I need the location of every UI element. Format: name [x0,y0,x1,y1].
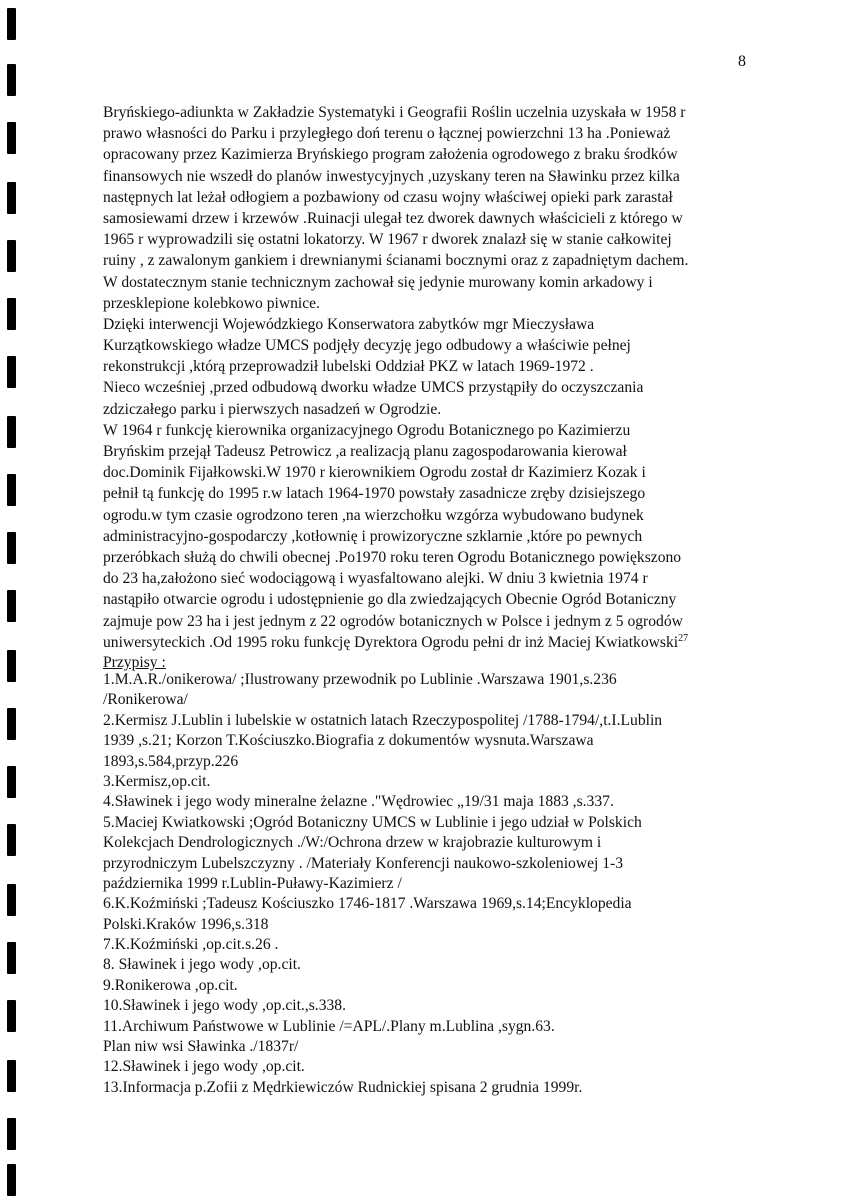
footnote-line: 9.Ronikerowa ,op.cit. [103,976,238,994]
body-line: Nieco wcześniej ,przed odbudową dworku władze UMCS przystąpiły do oczyszczania [103,379,644,397]
body-line: samosiewami drzew i krzewów .Ruinacji ulegał tez dworek dawnych właścicieli z którego w [103,209,683,227]
footnotes-list [103,670,763,1098]
footnote-line: października 1999 r.Lublin-Puławy-Kazimierz / [103,874,402,892]
footnote-line: 1893,s.584,przyp.226 [103,752,239,770]
binding-hole [7,590,16,622]
body-line: prawo własności do Parku i przyległego doń terenu o łącznej powierzchni 13 ha .Ponieważ [103,125,671,143]
body-line: zajmuje pow 23 ha i jest jednym z 22 ogrodów botanicznych w Polsce i jednym z 5 ogrodów [103,612,683,630]
binding-hole [7,64,16,96]
body-line: doc.Dominik Fijałkowski.W 1970 r kierownikiem Ogrodu został dr Kazimierz Kozak i [103,464,646,482]
footnote-line: Polski.Kraków 1996,s.318 [103,915,269,933]
footnotes-heading: Przypisy : [103,654,166,671]
body-text [103,102,763,653]
body-line: rekonstrukcji ,którą przeprowadził lubelski Oddział PKZ w latach 1969-1972 . [103,358,594,376]
body-line: Bryńskiego-adiunkta w Zakładzie Systematyki i Geografii Roślin uczelnia uzyskała w 1958 r [103,104,686,121]
footnote-line: przyrodniczym Lubelszczyzny . /Materiały Konferencji naukowo-szkoleniowej 1-3 [103,854,624,872]
binding-hole [7,532,16,564]
body-line: przesklepione kolebkowo piwnice. [103,294,320,312]
binding-hole [7,942,16,974]
footnote-line: Kolekcjach Dendrologicznych ./W:/Ochrona drzew w krajobrazie kulturowym i [103,834,602,852]
body-line: Dzięki interwencji Wojewódzkiego Konserwatora zabytków mgr Mieczysława [103,315,595,333]
body-line: następnych lat leżał odłogiem a pozbawiony od czasu wojny właściwej opieki park zarastał [103,188,673,206]
body-line: do 23 ha,założono sieć wodociągową i wyasfaltowano alejki. W dniu 3 kwietnia 1974 r [103,570,648,588]
footnote-line: /Ronikerowa/ [103,691,188,709]
footnote-line: 8. Sławinek i jego wody ,op.cit. [103,956,301,974]
body-line: finansowych nie wszedł do planów inwestycyjnych ,uzyskany teren na Sławinku przez kilka [103,167,680,185]
binding-hole [7,356,16,388]
body-line: przeróbkach służą do chwili obecnej .Po1970 roku teren Ogrodu Botanicznego powiększono [103,548,682,566]
footnote-line: 5.Maciej Kwiatkowski ;Ogród Botaniczny UMCS w Lublinie i jego udział w Polskich [103,813,642,831]
footnote-line: 10.Sławinek i jego wody ,op.cit.,s.338. [103,997,346,1015]
body-line: ruiny , z zawalonym gankiem i drewnianymi ścianami bocznymi oraz z zapadniętym dachem. [103,252,689,270]
footnote-reference: 27 [678,632,689,644]
binding-hole [7,122,16,154]
footnote-line: Plan niw wsi Sławinka ./1837r/ [103,1038,299,1056]
body-line: Kurzątkowskiego władze UMCS podjęły decyzję jego odbudowy a właściwie pełnej [103,337,631,355]
binding-hole [7,182,16,214]
binding-hole [7,8,16,40]
binding-hole [7,240,16,272]
binding-hole [7,1118,16,1150]
body-line-text: uniwersyteckich .Od 1995 roku funkcję Dyrektora Ogrodu pełni dr inż Maciej Kwiatkowski [103,633,679,651]
footnote-line: 6.K.Koźmiński ;Tadeusz Kościuszko 1746-1817 .Warszawa 1969,s.14;Encyklopedia [103,895,632,913]
body-line: ogrodu.w tym czasie ogrodzono teren ,na wierzchołku wzgórza wybudowano budynek [103,506,644,524]
body-line: Bryńskim przejął Tadeusz Petrowicz ,a realizacją planu zagospodarowania kierował [103,443,627,460]
binding-hole [7,474,16,506]
binding-hole [7,884,16,916]
footnote-line: 13.Informacja p.Zofii z Mędrkiewiczów Rudnickiej spisana 2 grudnia 1999r. [103,1078,583,1096]
body-line: administracyjno-gospodarczy ,kotłownię i prowizoryczne szklarnie ,które po pewnych [103,527,643,545]
binding-hole [7,416,16,448]
binding-hole [7,1164,16,1196]
footnote-line: 1939 ,s.21; Korzon T.Kościuszko.Biografia z dokumentów wysnuta.Warszawa [103,732,594,750]
body-line: zdziczałego parku i pierwszych nasadzeń w Ogrodzie. [103,400,442,418]
footnote-line: 12.Sławinek i jego wody ,op.cit. [103,1058,305,1076]
binding-holes [0,0,24,1199]
footnote-line: 3.Kermisz,op.cit. [103,772,211,790]
page-number: 8 [738,53,746,70]
body-line: pełnił tą funkcję do 1995 r.w latach 1964-1970 powstały zasadnicze zręby dzisiejszego [103,485,646,503]
footnote-line: 2.Kermisz J.Lublin i lubelskie w ostatnich latach Rzeczypospolitej /1788-1794/,t.I.Lublin [103,711,663,729]
binding-hole [7,708,16,740]
body-line: nastąpiło otwarcie ogrodu i udostępnienie go dla zwiedzających Obecnie Ogród Botaniczny [103,591,677,609]
binding-hole [7,1060,16,1092]
footnote-line: 1.M.A.R./onikerowa/ ;Ilustrowany przewodnik po Lublinie .Warszawa 1901,s.236 [103,671,617,688]
footnote-line: 7.K.Koźmiński ,op.cit.s.26 . [103,936,279,954]
binding-hole [7,650,16,682]
binding-hole [7,1000,16,1032]
body-line: 1965 r wyprowadzili się ostatni lokatorzy. W 1967 r dworek znalazł się w stanie całkowitej [103,231,672,249]
footnote-line: 4.Sławinek i jego wody mineralne żelazne ."Wędrowiec „19/31 maja 1883 ,s.337. [103,793,614,811]
body-line: opracowany przez Kazimierza Bryńskiego program założenia ogrodowego z braku środków [103,146,678,164]
footnote-line: 11.Archiwum Państwowe w Lublinie /=APL/.Plany m.Lublina ,sygn.63. [103,1017,555,1035]
binding-hole [7,298,16,330]
binding-hole [7,824,16,856]
body-line-last [103,632,763,653]
body-line: W 1964 r funkcję kierownika organizacyjnego Ogrodu Botanicznego po Kazimierzu [103,421,631,439]
body-line: W dostatecznym stanie technicznym zachował się jedynie murowany komin arkadowy i [103,273,653,291]
binding-hole [7,766,16,798]
